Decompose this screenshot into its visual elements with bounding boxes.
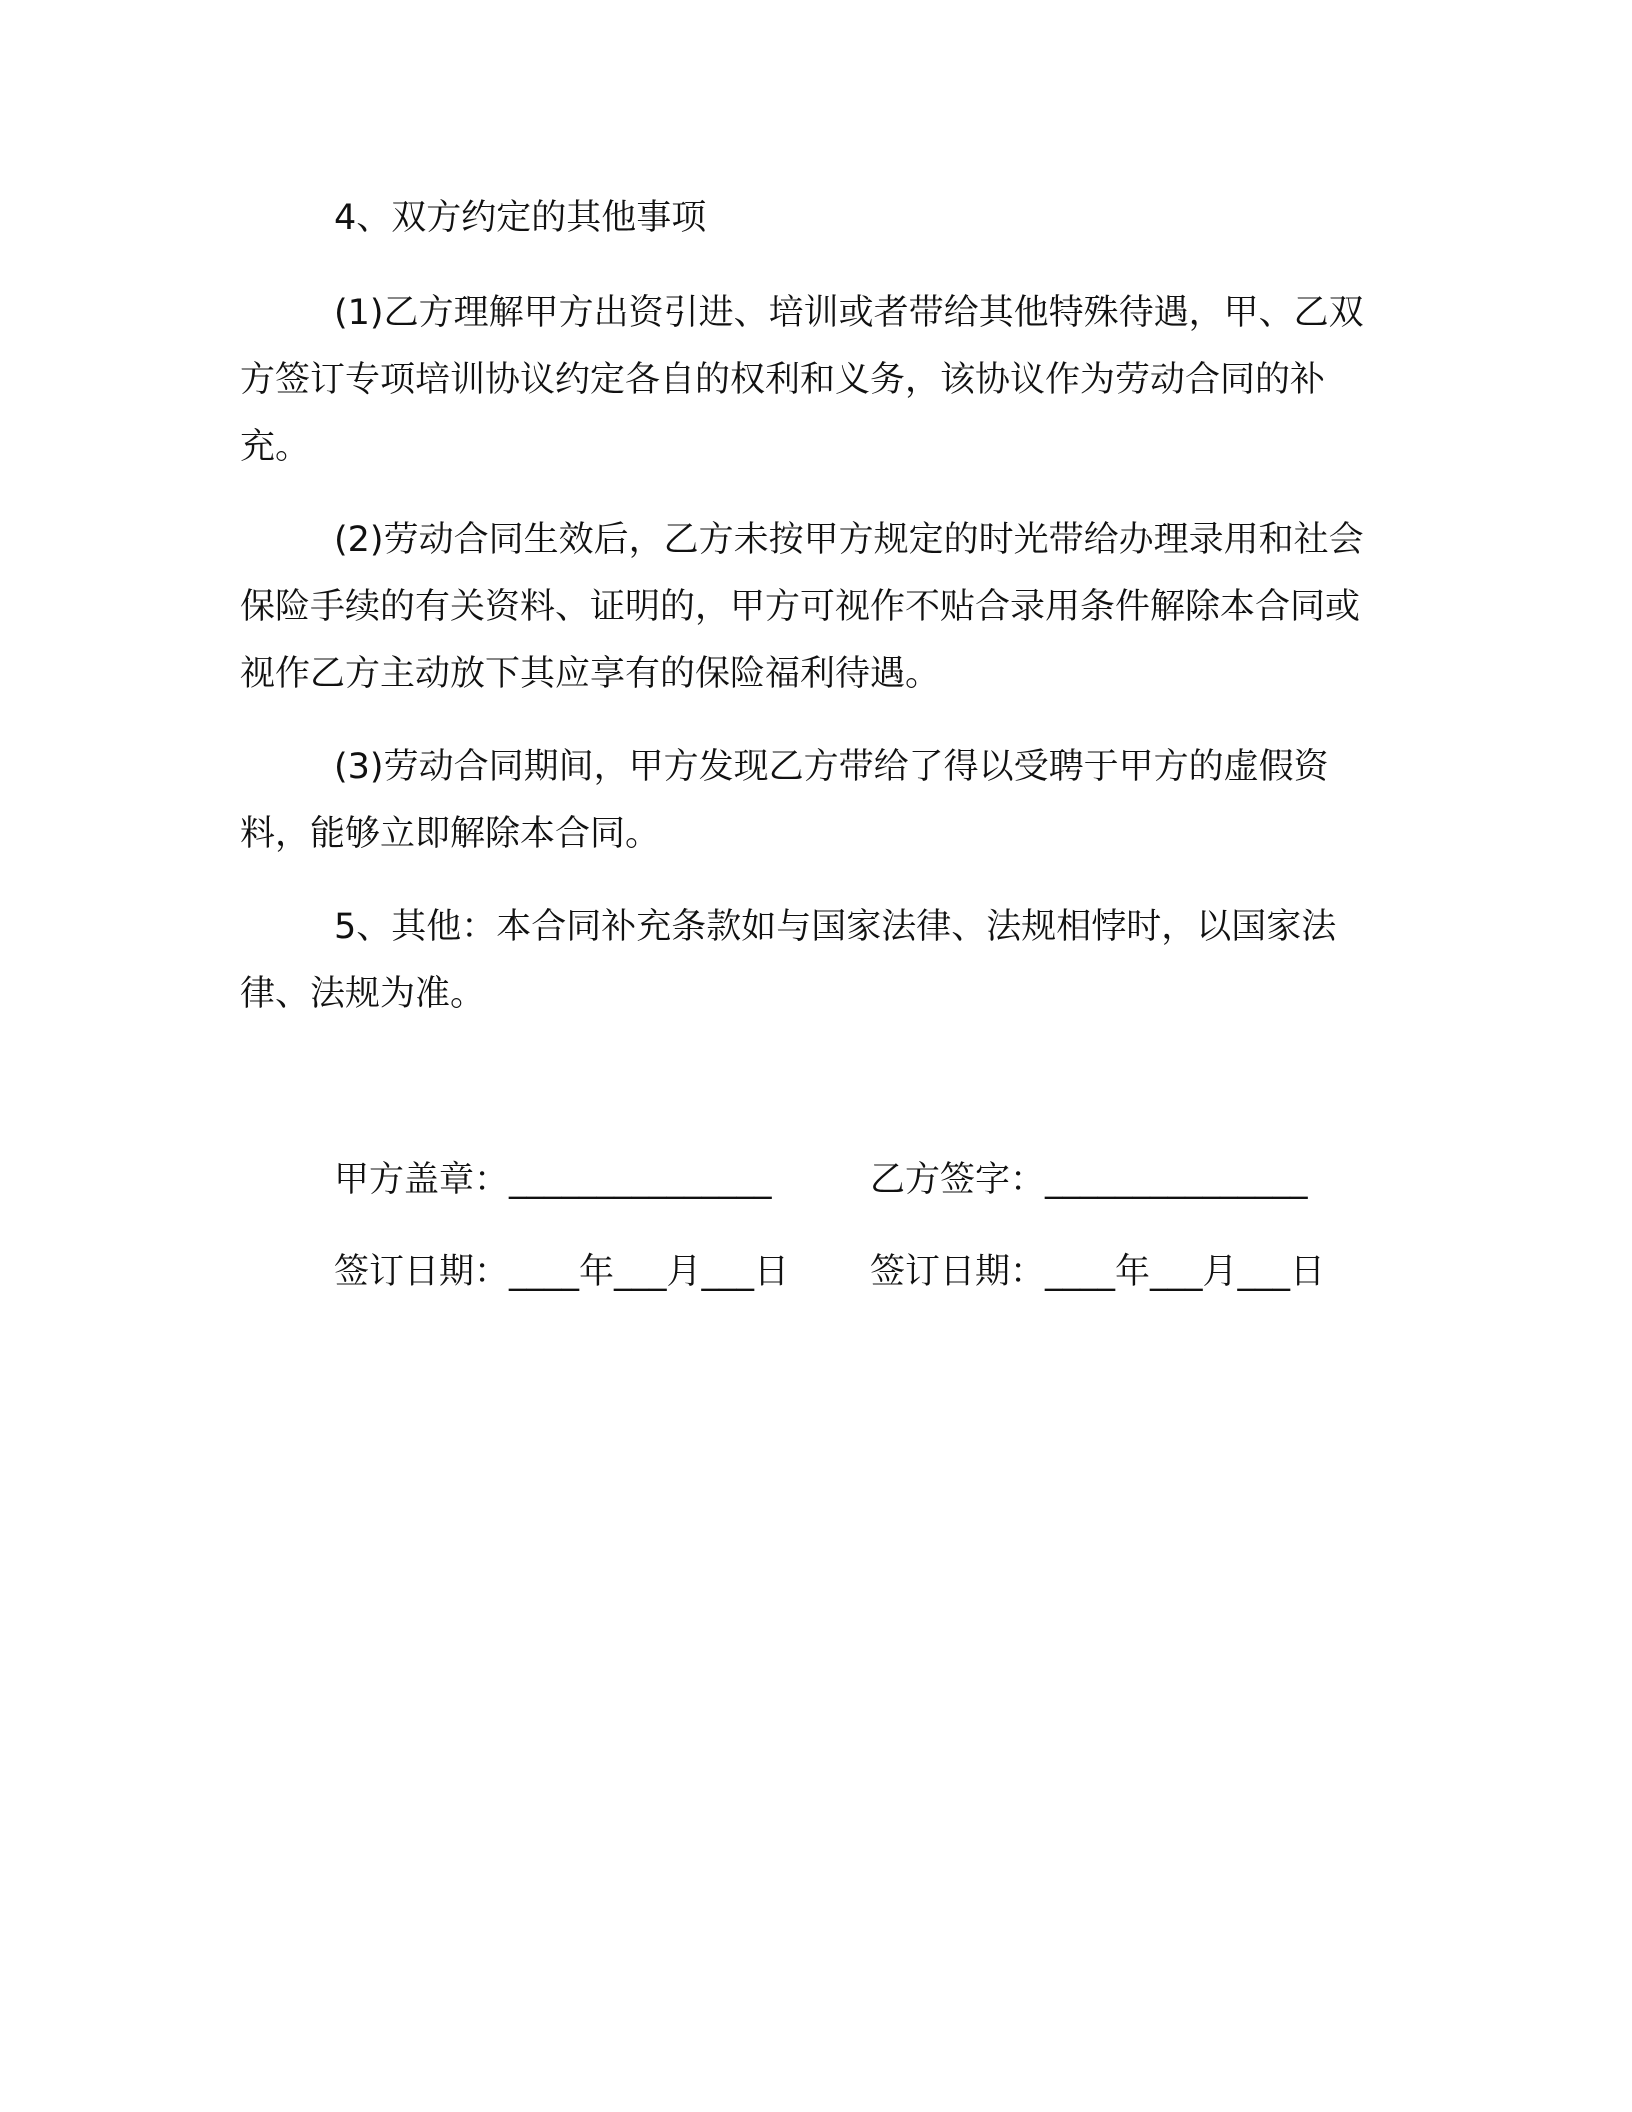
signature-block (334, 1150, 1394, 1334)
document-body (240, 188, 1390, 1054)
party-a-date-line: 签订日期：____年___月___日 (334, 1252, 790, 1292)
paragraph-other-terms: 5、其他：本合同补充条款如与国家法律、法规相悖时，以国家法律、法规为准。 (240, 907, 1337, 1014)
paragraph-clause-2: (2)劳动合同生效后，乙方未按甲方规定的时光带给办理录用和社会保险手续的有关资料、证明的，甲方可视作不贴合录用条件解除本合同或视作乙方主动放下其应享有的保险福利待遇。 (240, 520, 1364, 694)
signature-row (334, 1150, 1394, 1210)
party-a-seal-line: 甲方盖章：_______________ (334, 1160, 772, 1200)
party-b-date-line: 签订日期：____年___月___日 (870, 1252, 1326, 1292)
paragraph-clause-3: (3)劳动合同期间，甲方发现乙方带给了得以受聘于甲方的虚假资料，能够立即解除本合同。 (240, 747, 1329, 854)
paragraph-clause-1: (1)乙方理解甲方出资引进、培训或者带给其他特殊待遇，甲、乙双方签订专项培训协议约定各自的权利和义务，该协议作为劳动合同的补充。 (240, 293, 1364, 467)
party-b-sign-line: 乙方签字：_______________ (870, 1160, 1308, 1200)
date-row (334, 1242, 1394, 1302)
section-heading: 4、双方约定的其他事项 (334, 198, 707, 238)
